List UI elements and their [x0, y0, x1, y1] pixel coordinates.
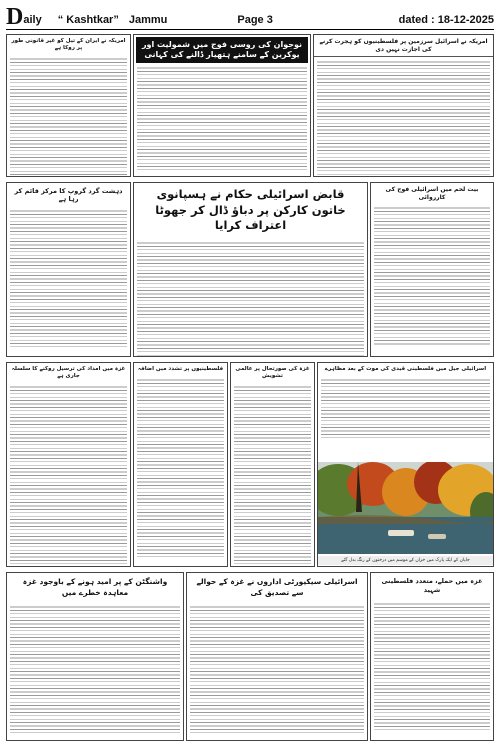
masthead-page-number: Page 3 — [237, 14, 273, 26]
article-left-lower — [6, 362, 131, 567]
article-left-top — [6, 34, 131, 177]
article-left-middle — [6, 182, 131, 357]
article-headline: قابض اسرائیلی حکام نے ہسپانوی خاتون کارکن پر دباؤ ڈال کر جھوٹا اعتراف کرایا — [155, 187, 346, 233]
article-headline: اسرائیلی جیل میں فلسطینی قیدی کی موت کے بعد مظاہرے — [324, 366, 487, 372]
article-body — [374, 206, 490, 346]
article-headline: امریکہ نے ایران کے تیل کو غیر قانونی طور پر روکا ہے — [11, 38, 126, 51]
masthead-paper-name: “ Kashtkar” — [57, 14, 119, 26]
autumn-park-photo — [318, 462, 493, 554]
article-headline: غزہ میں امداد کی ترسیل روکنے کا سلسلہ جاری ہے — [11, 366, 126, 379]
article-headline: فلسطینیوں پر تشدد میں اضافہ — [137, 366, 224, 372]
masthead — [6, 4, 494, 30]
article-headline: واشنگٹن کے پر امید ہونے کے باوجود غزہ معاہدہ خطرے میں — [22, 577, 168, 597]
article-bottom-right — [370, 572, 494, 741]
article-headline: نوجوان کی روسی فوج میں شمولیت اور یوکرین کے سامنے ہتھیار ڈالنے کی کہانی — [136, 37, 308, 63]
article-center-lower — [230, 362, 315, 567]
article-body — [10, 209, 127, 347]
article-bottom-left — [6, 572, 184, 741]
article-headline: امریکہ نے اسرائیل سرزمین پر فلسطینیوں کو ہجرت کرنے کی اجازت نہیں دی — [314, 35, 493, 57]
article-middle-top — [133, 34, 311, 177]
article-body — [321, 378, 490, 438]
article-right-middle — [370, 182, 494, 357]
article-center-lead — [133, 182, 368, 357]
article-bottom-center — [186, 572, 368, 741]
article-headline: اسرائیلی سیکیورٹی اداروں نے غزہ کے حوالے سے تصدیق کی — [196, 577, 358, 597]
article-body — [137, 241, 364, 357]
article-headline: دہشت گرد گروپ کا مرکز قائم کر رہا ہے — [14, 187, 123, 204]
autumn-park-image — [318, 462, 493, 554]
article-body — [317, 60, 490, 177]
article-body — [234, 385, 311, 565]
photo-caption: جاپان کے ایک پارک میں خزاں کے موسم میں درختوں کے رنگ بدل گئے — [318, 556, 493, 565]
article-body — [137, 66, 307, 170]
article-body — [137, 378, 224, 558]
article-body — [190, 605, 364, 735]
article-headline: غزہ کی صورتحال پر عالمی تشویش — [235, 366, 310, 379]
article-body — [10, 385, 127, 565]
masthead-city: Jammu — [128, 14, 168, 26]
article-headline: غزہ میں حملے، متعدد فلسطینی شہید — [381, 577, 483, 595]
article-center-left-lower — [133, 362, 228, 567]
article-body — [374, 602, 490, 732]
article-headline: بیت لحم میں اسرائیلی فوج کی کارروائی — [385, 186, 479, 201]
masthead-daily: aily — [23, 14, 42, 26]
article-right-top — [313, 34, 494, 177]
masthead-date: dated : 18-12-2025 — [398, 14, 494, 26]
article-body — [10, 605, 180, 735]
masthead-initial: D — [6, 4, 24, 30]
article-body — [10, 57, 127, 175]
